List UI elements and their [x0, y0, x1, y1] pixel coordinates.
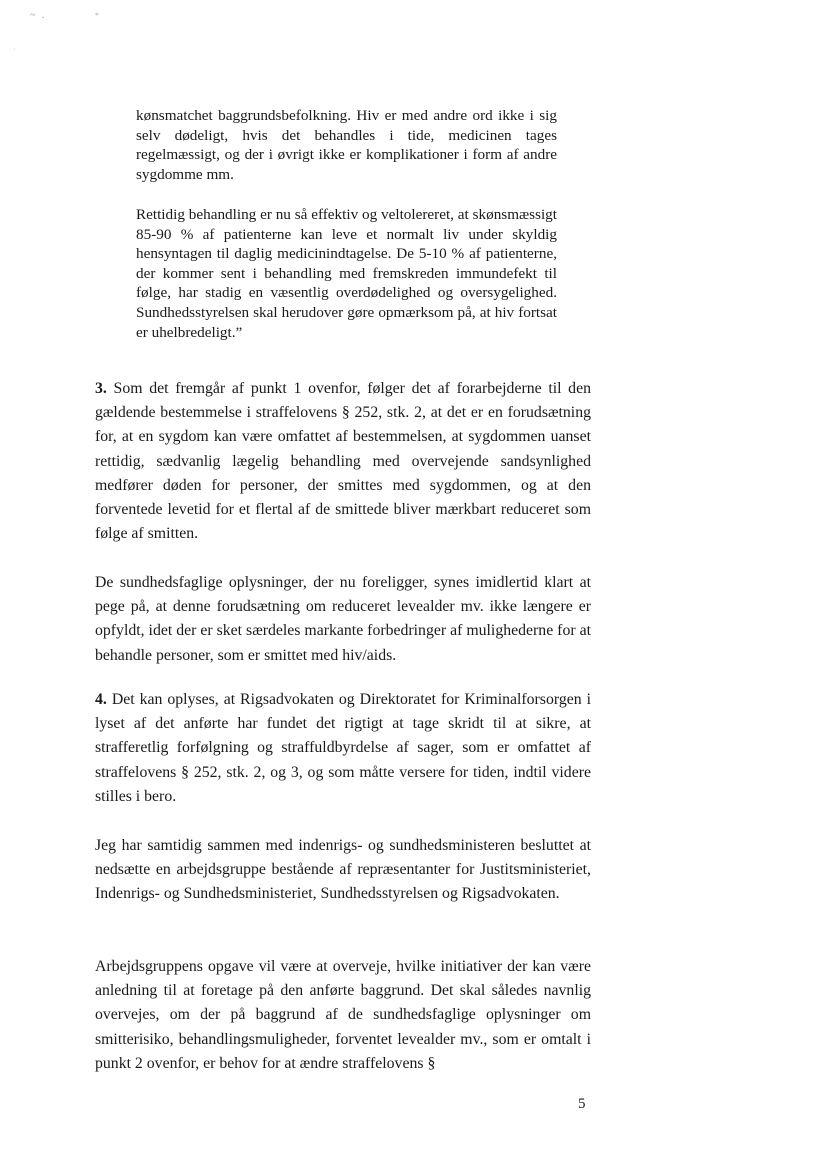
quote-paragraph-2: Rettidig behandling er nu så effektiv og veltolereret, at skønsmæssigt 85-90 % af patienterne kan leve et normalt liv under skyldig hensyntagen til daglig medicinindtagelse. De 5-10 % af patienterne, der kommer sent i behandling med fremskreden immundefekt til følge, har stadig en væsentlig overdødelighed og oversygelighed. Sundhedsstyrelsen skal herudover gøre opmærksom på, at hiv fortsat er uhelbredeligt.”	[136, 206, 557, 341]
section-4-paragraph-1	[95, 688, 591, 809]
section-4-paragraph-2: Jeg har samtidig sammen med indenrigs- og sundhedsministeren besluttet at nedsætte en arbejdsgruppe bestående af repræsentanter for Justitsministeriet, Indenrigs- og Sundhedsministeriet, Sundhedsstyrelsen og Rigsadvokaten.	[95, 837, 591, 903]
page-number: 5	[578, 1096, 586, 1112]
scan-speck: ·	[13, 45, 16, 54]
paragraph-text: Som det fremgår af punkt 1 ovenfor, følger det af forarbejderne til den gældende bestemmelse i straffelovens § 252, stk. 2, at det er en forudsætning for, at en sygdom kan være omfattet af bestemmelsen, at sygdommen uanset rettidig, sædvanlig lægelig behandling med overvejende sandsynlighed medfører døden for personer, der smittes med sygdommen, og at den forventede levetid for et flertal af de smittede bliver mærkbart reduceret som følge af smitten.	[95, 380, 591, 543]
paragraph-text: Det kan oplyses, at Rigsadvokaten og Direktoratet for Kriminalforsorgen i lyset af det anførte har fundet det rigtigt at tage skridt til at sikre, at strafferetlig forfølgning og straffuldbyrdelse af sager, som er omfattet af straffelovens § 252, stk. 2, og 3, og som måtte versere for tiden, indtil videre stilles i bero.	[95, 691, 591, 805]
scan-speck: *	[95, 11, 99, 20]
scan-speck: ~ .	[30, 10, 47, 21]
section-4-paragraph-3: Arbejdsgruppens opgave vil være at overveje, hvilke initiativer der kan være anledning til at foretage på den anførte baggrund. Det skal således navnlig overvejes, om der på baggrund af de sundhedsfaglige oplysninger om smitterisiko, behandlingsmuligheder, forventet levealder mv., som er omtalt i punkt 2 ovenfor, er behov for at ændre straffelovens §	[95, 958, 591, 1072]
section-3-paragraph-1	[95, 377, 591, 546]
section-3-paragraph-2: De sundhedsfaglige oplysninger, der nu foreligger, synes imidlertid klart at pege på, at denne forudsætning om reduceret levealder mv. ikke længere er opfyldt, idet der er sket særdeles markante forbedringer af mulighederne for at behandle personer, som er smittet med hiv/aids.	[95, 574, 591, 664]
section-number: 3.	[95, 380, 107, 397]
quote-paragraph-1: kønsmatchet baggrundsbefolkning. Hiv er med andre ord ikke i sig selv dødeligt, hvis det behandles i tide, medicinen tages regelmæssigt, og der i øvrigt ikke er komplikationer i form af andre sygdomme mm.	[136, 107, 557, 183]
section-number: 4.	[95, 691, 107, 708]
